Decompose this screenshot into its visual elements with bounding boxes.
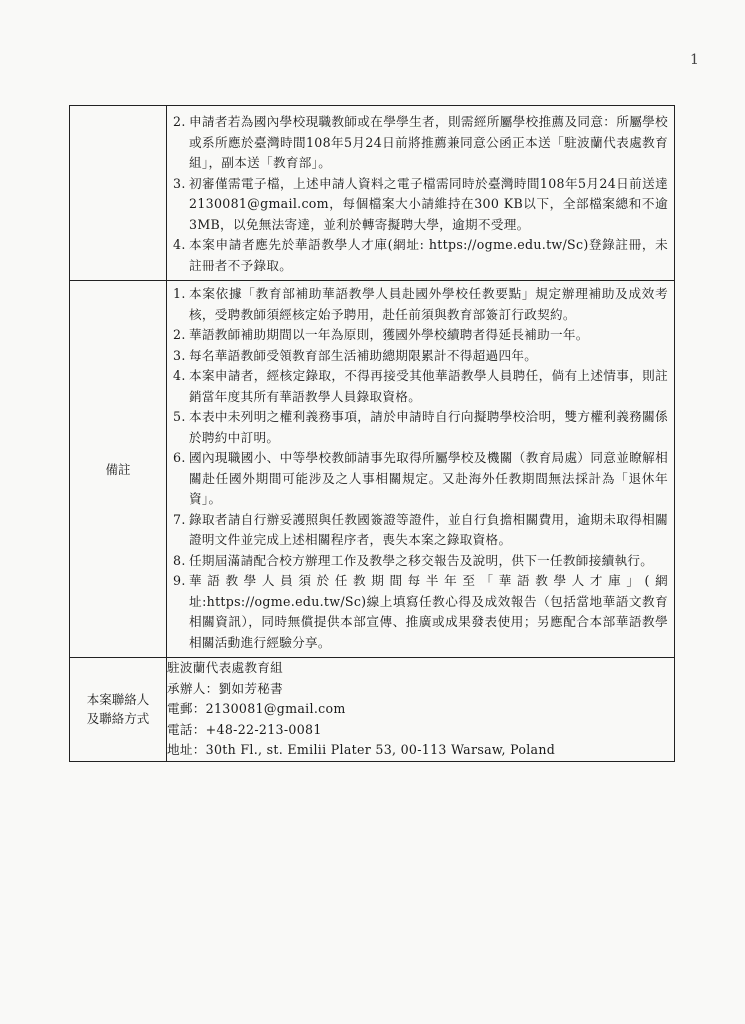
contact-address: 地址：30th Fl., st. Emilii Plater 53, 00-113 Warsaw, Poland (167, 742, 556, 757)
item-number: 4. (173, 368, 186, 383)
list-item (173, 510, 668, 551)
remarks-list (167, 281, 674, 657)
item-number: 7. (173, 511, 186, 527)
item-text: 初審僅需電子檔，上述申請人資料之電子檔需同時於臺灣時間108年5月24日前送達2130081@gmail.com，每個檔案大小請維持在300 KB以下，全部檔案總和不逾3MB，以免無法寄達，並利於轉寄擬聘大學，逾期不受理。 (189, 175, 668, 232)
item-number: 3. (173, 175, 186, 191)
contact-email: 電郵：2130081@gmail.com (167, 701, 346, 716)
requirements-list (167, 106, 674, 280)
item-text: 錄取者請自行辦妥護照與任教國簽證等證件，並自行負擔相關費用，逾期未取得相關證明文件並完成上述相關程序者，喪失本案之錄取資格。 (189, 511, 668, 547)
item-number: 1. (173, 286, 186, 301)
contact-label-cell (70, 658, 167, 762)
item-number: 8. (173, 552, 186, 568)
list-item (173, 346, 668, 367)
list-item (173, 571, 668, 653)
contact-row (70, 658, 675, 762)
contact-handler: 承辦人：劉如芳秘書 (167, 680, 284, 696)
item-number: 3. (173, 347, 186, 363)
contact-org: 駐波蘭代表處教育組 (167, 660, 284, 675)
item-text: 本案申請者，經核定錄取，不得再接受其他華語教學人員聘任，倘有上述情事，則註銷當年度其所有華語教學人員錄取資格。 (189, 368, 668, 404)
item-number: 5. (173, 409, 186, 424)
list-item (173, 551, 668, 572)
remarks-row (70, 281, 675, 658)
requirements-label-cell (70, 106, 167, 281)
item-number: 2. (173, 114, 186, 129)
remarks-label: 備註 (70, 281, 167, 658)
list-item (173, 366, 668, 407)
item-text: 華語教學人員須於任教期間每半年至「華語教學人才庫」(網址:https://ogme.edu.tw/Sc)線上填寫任教心得及成效報告（包括當地華語文教育相關資訊），同時無償提供本部宣傳、推廣或成果發表使用；另應配合本部華語教學相關活動進行經驗分享。 (189, 573, 668, 650)
contact-phone: 電話：+48-22-213-0081 (167, 721, 322, 737)
contact-label-line: 本案聯絡人 (86, 692, 150, 708)
list-item (173, 407, 668, 448)
item-number: 4. (173, 237, 186, 252)
item-text: 本案依據「教育部補助華語教學人員赴國外學校任教要點」規定辦理補助及成效考核，受聘教師須經核定始予聘用，赴任前須與教育部簽訂行政契約。 (189, 286, 668, 322)
list-item (173, 325, 668, 346)
list-item (173, 284, 668, 325)
list-item (173, 235, 668, 276)
list-item (173, 112, 668, 174)
contact-label-line: 及聯絡方式 (86, 711, 150, 727)
item-number: 9. (173, 573, 186, 588)
requirements-content-cell (167, 106, 675, 281)
item-text: 本表中未列明之權利義務事項，請於申請時自行向擬聘學校洽明，雙方權利義務關係於聘約中訂明。 (189, 409, 668, 445)
item-number: 2. (173, 327, 186, 342)
list-item (173, 174, 668, 236)
contact-content-cell (167, 658, 675, 762)
item-number: 6. (173, 450, 186, 465)
item-text: 華語教師補助期間以一年為原則，獲國外學校續聘者得延長補助一年。 (189, 327, 589, 342)
info-table (69, 105, 675, 762)
item-text: 每名華語教師受領教育部生活補助總期限累計不得超過四年。 (189, 347, 538, 363)
list-item (173, 448, 668, 510)
remarks-content-cell (167, 281, 675, 658)
requirements-row (70, 106, 675, 281)
item-text: 本案申請者應先於華語教學人才庫(網址: https://ogme.edu.tw/Sc)登錄註冊，未註冊者不予錄取。 (189, 237, 668, 273)
item-text: 申請者若為國內學校現職教師或在學學生者，則需經所屬學校推薦及同意：所屬學校或系所應於臺灣時間108年5月24日前將推薦兼同意公函正本送「駐波蘭代表處教育組」，副本送「教育部」。 (189, 114, 668, 170)
item-text: 國內現職國小、中等學校教師請事先取得所屬學校及機關（教育局處）同意並瞭解相關赴任國外期間可能涉及之人事相關規定。又赴海外任教期間無法採計為「退休年資」。 (189, 450, 668, 506)
page-number-mark: 1 (690, 52, 699, 68)
item-text: 任期屆滿請配合校方辦理工作及教學之移交報告及說明，供下一任教師接續執行。 (189, 552, 654, 568)
